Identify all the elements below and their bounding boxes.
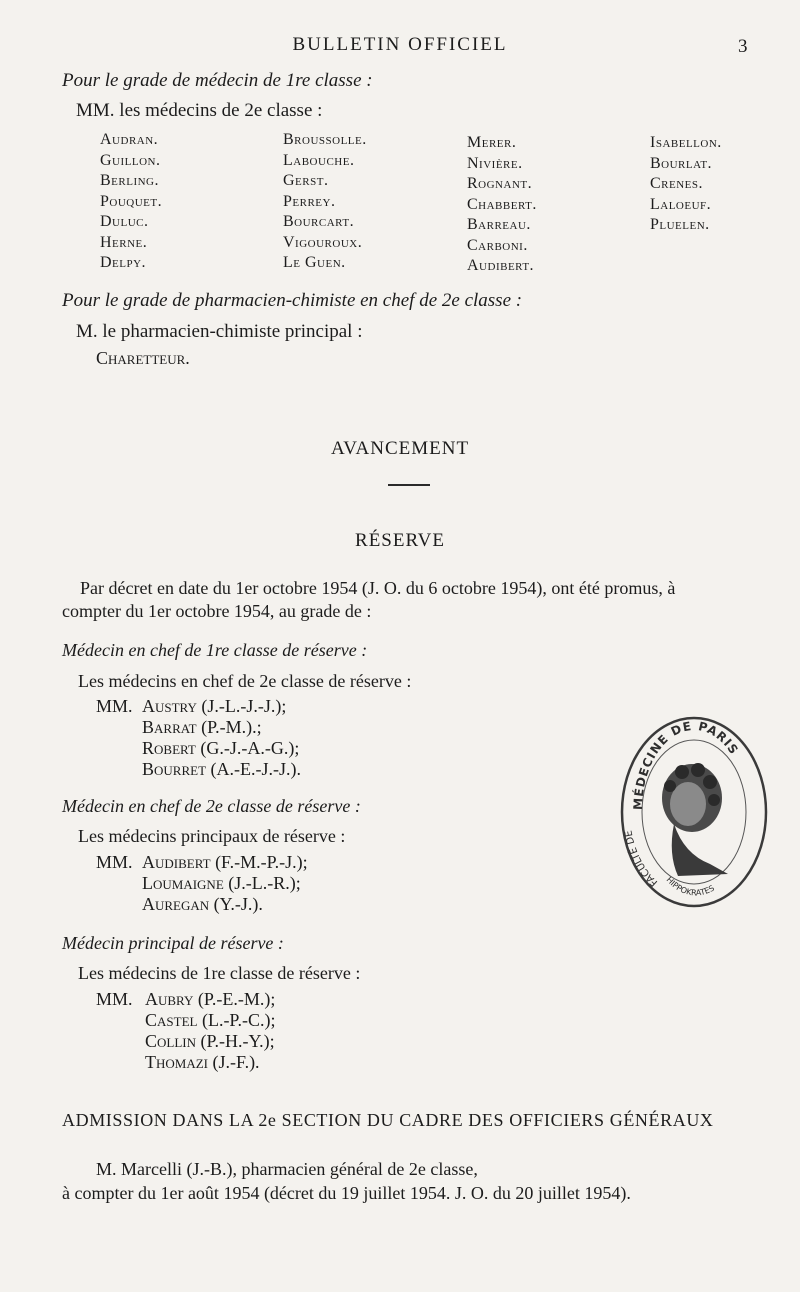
list-item	[142, 894, 308, 915]
initials: (J.-L.-J.-J.);	[201, 696, 287, 716]
hippocrates-portrait-icon	[662, 763, 728, 876]
mm-prefix: MM.	[96, 989, 133, 1009]
section-title: AVANCEMENT	[330, 438, 470, 459]
name-entry: Delpy.	[100, 254, 147, 271]
name-entry: Vigouroux.	[283, 233, 363, 251]
name-entry: Nivière.	[467, 154, 523, 172]
section-heading: Pour le grade de pharmacien-chimiste en chef de 2e classe :	[62, 290, 523, 311]
names-list	[142, 852, 308, 915]
list-item	[142, 852, 308, 873]
list-item	[142, 873, 308, 894]
list-item	[142, 759, 301, 780]
name-entry: Barreau.	[467, 216, 531, 233]
name-entry: Charetteur.	[96, 348, 190, 368]
grade-intro: Les médecins principaux de réserve :	[78, 826, 346, 846]
grade-heading: Médecin principal de réserve :	[62, 933, 284, 953]
initials: (J.-L.-R.);	[228, 873, 301, 893]
section-subtitle: RÉSERVE	[355, 530, 445, 551]
initials: (Y.-J.).	[213, 894, 263, 914]
initials: (A.-E.-J.-J.).	[210, 759, 301, 779]
name-entry: Laloeuf.	[650, 195, 712, 213]
name-entry: Perrey.	[283, 192, 336, 210]
initials: (P.-H.-Y.);	[200, 1031, 275, 1051]
initials: (F.-M.-P.-J.);	[215, 852, 308, 872]
name-entry: Bourlat.	[650, 154, 713, 172]
name-entry: Pluelen.	[650, 216, 710, 233]
list-item	[145, 989, 275, 1010]
divider-rule	[388, 484, 430, 486]
list-item	[142, 717, 301, 738]
admission-line1: M. Marcelli (J.-B.), pharmacien général de 2e classe,	[96, 1159, 478, 1179]
name-entry: Crenes.	[650, 175, 704, 192]
mm-prefix: MM.	[96, 696, 133, 716]
surname: Barrat	[142, 717, 197, 737]
surname: Robert	[142, 738, 196, 758]
names-column-3	[467, 133, 537, 277]
list-item	[142, 696, 301, 717]
mm-prefix: MM.	[96, 852, 133, 872]
names-column-4	[650, 133, 722, 236]
list-item	[145, 1052, 275, 1073]
name-entry: Gerst.	[283, 172, 329, 189]
initials: (L.-P.-C.);	[201, 1010, 276, 1030]
section-intro: M. le pharmacien-chimiste principal :	[76, 321, 363, 342]
seal-text-top: MÉDECINE DE PARIS	[630, 718, 742, 811]
initials: (G.-J.-A.-G.);	[200, 738, 300, 758]
surname: Collin	[145, 1031, 196, 1051]
name-entry: Chabbert.	[467, 195, 537, 213]
list-item	[145, 1010, 275, 1031]
section-heading: Pour le grade de médecin de 1re classe :	[62, 70, 373, 91]
name-entry: Isabellon.	[650, 134, 722, 151]
surname: Austry	[142, 696, 197, 716]
initials: (J.-F.).	[212, 1052, 260, 1072]
name-entry: Le Guen.	[283, 254, 346, 271]
admission-line2: à compter du 1er août 1954 (décret du 19 juillet 1954. J. O. du 20 juillet 1954).	[62, 1183, 631, 1203]
name-entry: Merer.	[467, 134, 517, 151]
name-entry: Carboni.	[467, 236, 528, 254]
surname: Loumaigne	[142, 873, 224, 893]
decree-text-line2: compter du 1er octobre 1954, au grade de :	[62, 601, 372, 621]
list-item	[142, 738, 301, 759]
name-entry: Audibert.	[467, 257, 535, 274]
name-entry: Pouquet.	[100, 192, 163, 210]
decree-text-line1: Par décret en date du 1er octobre 1954 (J. O. du 6 octobre 1954), ont été promus, à	[80, 578, 676, 598]
names-list	[145, 989, 275, 1073]
faculty-seal-stamp	[618, 714, 770, 910]
surname: Audibert	[142, 852, 211, 872]
seal-text-bottom: HIPPOKRATES	[664, 875, 716, 898]
initials: (P.-M.).;	[201, 717, 262, 737]
name-entry: Rognant.	[467, 175, 533, 192]
names-list	[142, 696, 301, 780]
name-entry: Audran.	[100, 131, 159, 148]
name-entry: Guillon.	[100, 151, 161, 169]
surname: Aubry	[145, 989, 194, 1009]
initials: (P.-E.-M.);	[197, 989, 276, 1009]
name-entry: Berling.	[100, 172, 159, 189]
list-item	[145, 1031, 275, 1052]
seal-text-left: FACULTÉ DE	[623, 829, 661, 888]
name-entry: Herne.	[100, 233, 148, 251]
grade-intro: Les médecins de 1re classe de réserve :	[78, 963, 361, 983]
names-column-1	[100, 130, 162, 274]
grade-heading: Médecin en chef de 1re classe de réserve :	[62, 640, 368, 660]
name-entry: Duluc.	[100, 213, 149, 230]
surname: Bourret	[142, 759, 207, 779]
grade-heading: Médecin en chef de 2e classe de réserve :	[62, 796, 361, 816]
name-entry: Labouche.	[283, 151, 355, 169]
surname: Castel	[145, 1010, 198, 1030]
admission-title: ADMISSION DANS LA 2e SECTION DU CADRE DES OFFICIERS GÉNÉRAUX	[62, 1110, 714, 1130]
page-header-title: BULLETIN OFFICIEL	[292, 34, 508, 55]
section-intro: MM. les médecins de 2e classe :	[76, 100, 323, 121]
page-number: 3	[738, 36, 748, 57]
names-column-2	[283, 130, 367, 274]
name-entry: Broussolle.	[283, 131, 367, 148]
grade-intro: Les médecins en chef de 2e classe de réserve :	[78, 671, 412, 691]
name-entry: Bourcart.	[283, 213, 355, 230]
surname: Thomazi	[145, 1052, 208, 1072]
surname: Auregan	[142, 894, 210, 914]
